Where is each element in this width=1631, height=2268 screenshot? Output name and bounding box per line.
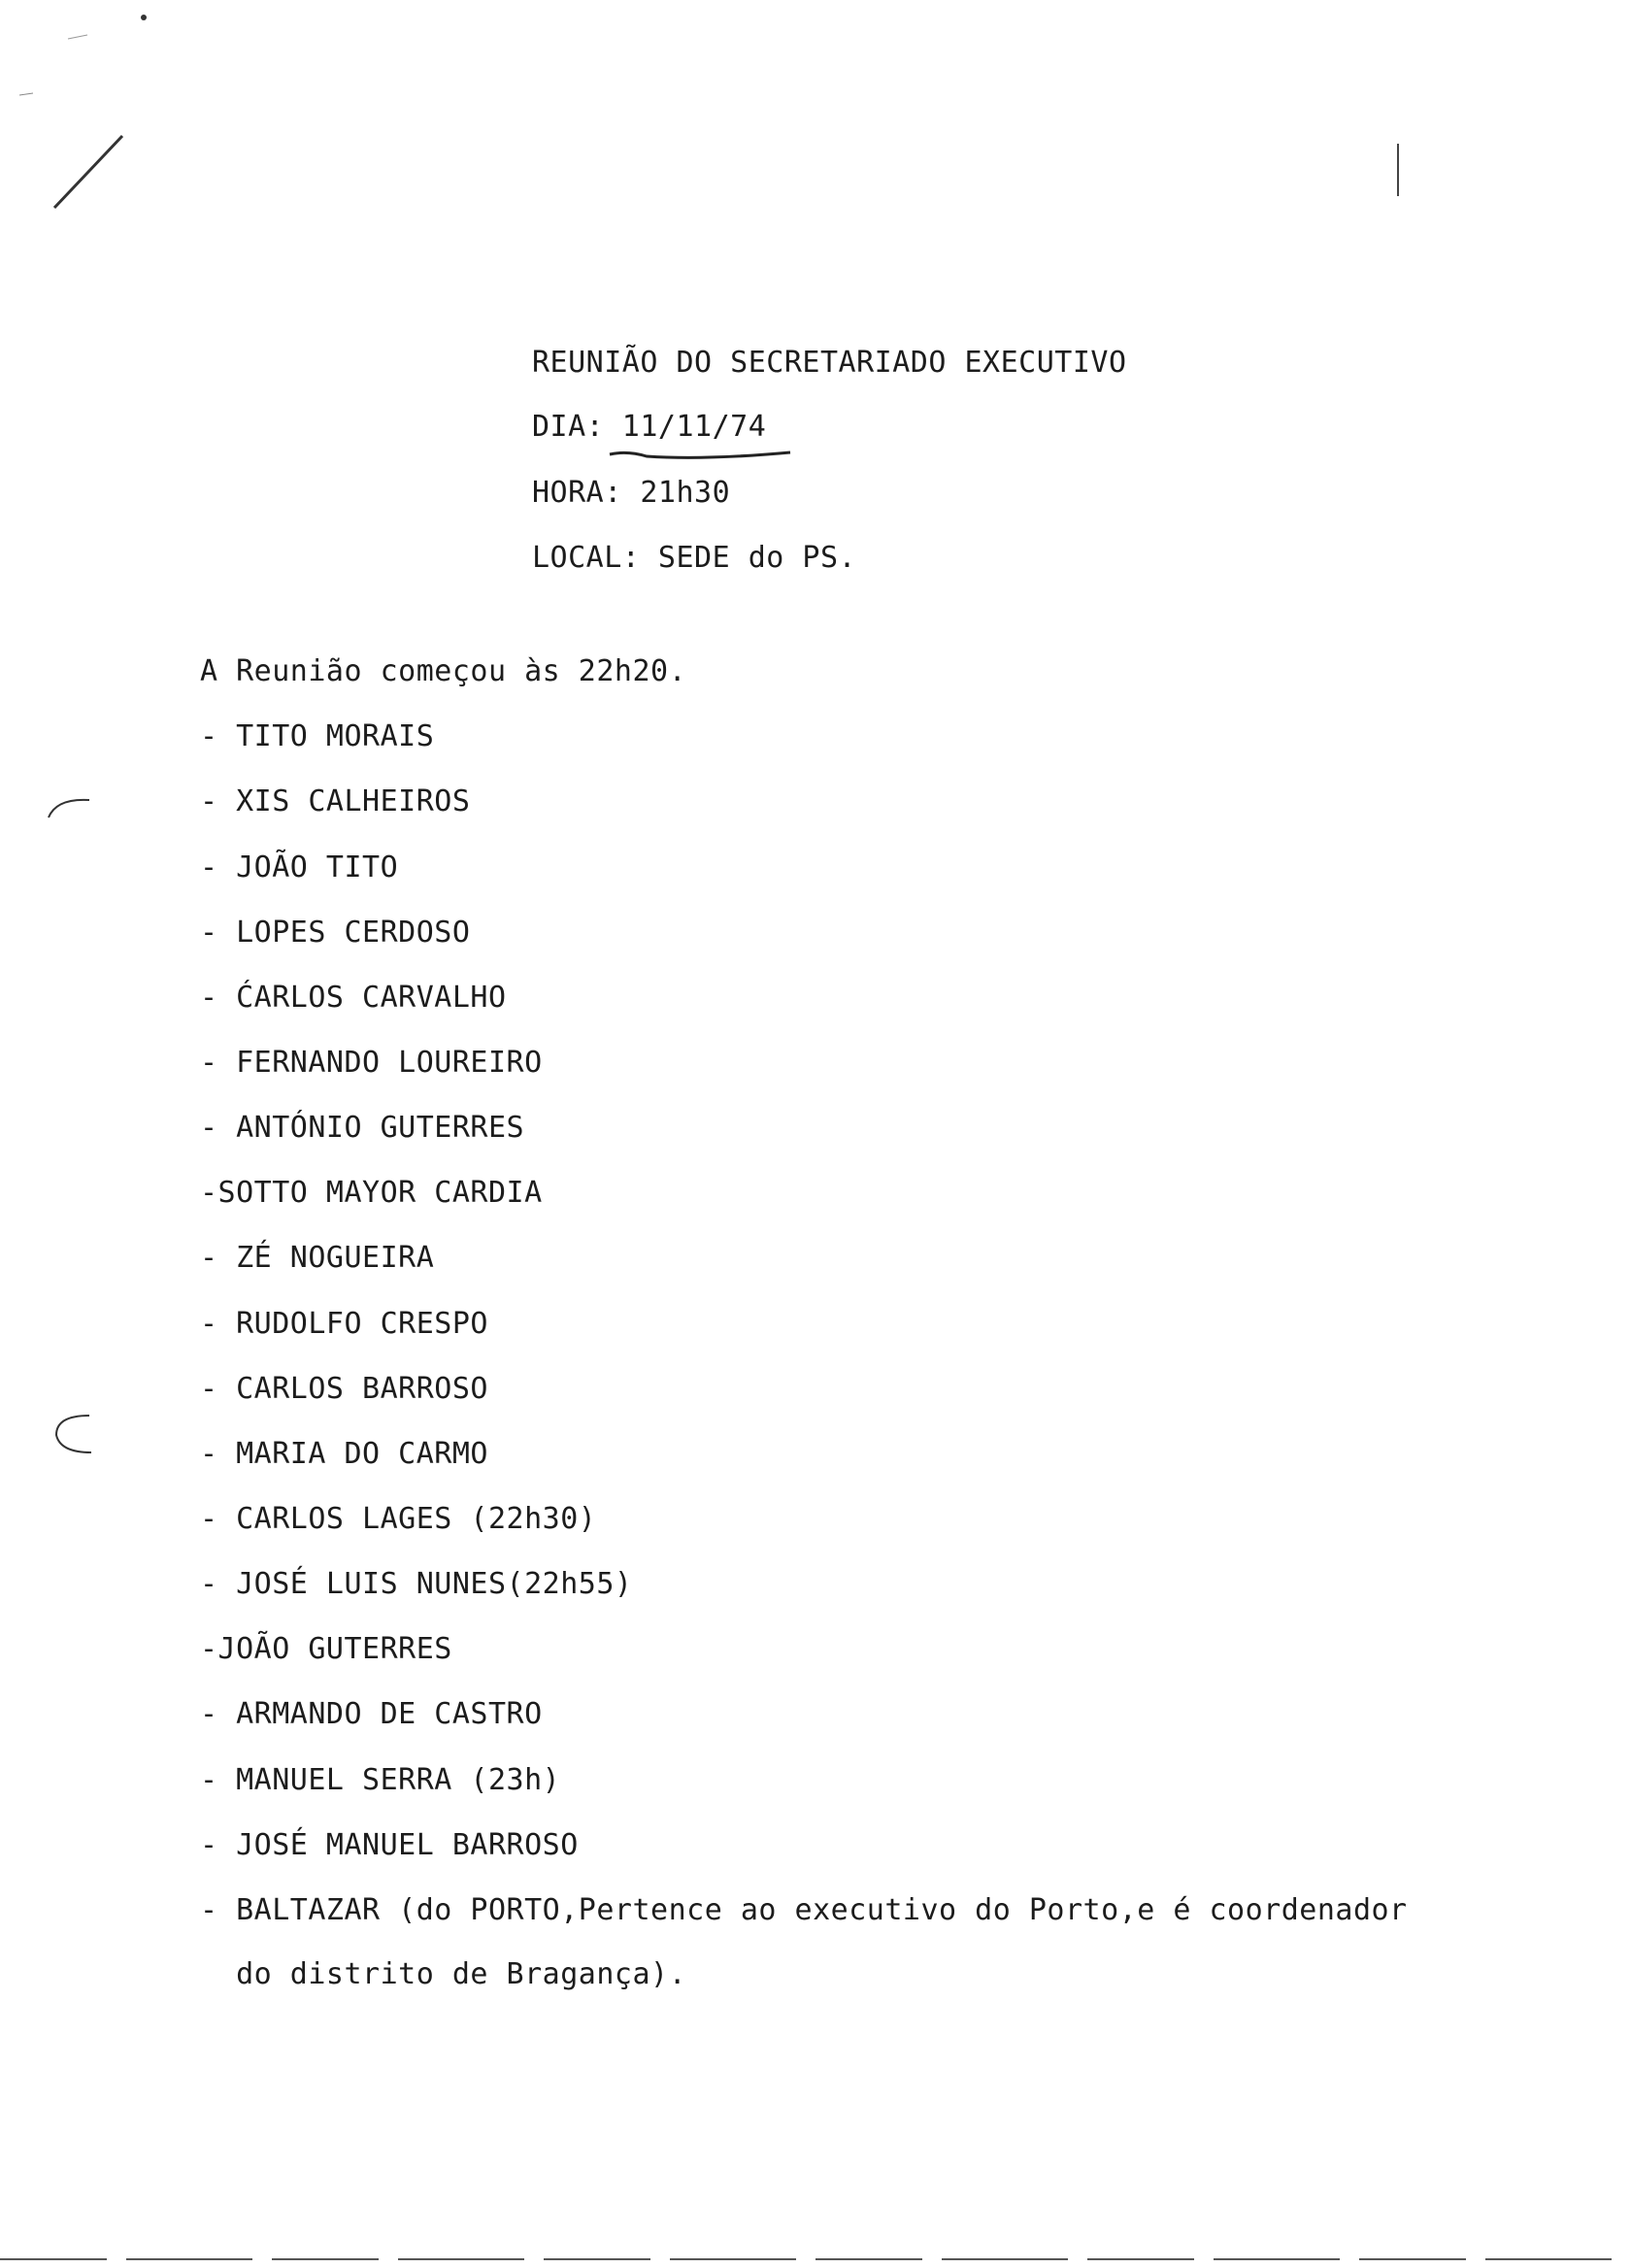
list-item: - CARLOS LAGES (22h30) — [200, 1502, 597, 1536]
date-underline — [608, 449, 792, 462]
list-item: - BALTAZAR (do PORTO,Pertence ao executivo do Porto,e é coordenador — [200, 1893, 1408, 1927]
list-item: - LOPES CERDOSO — [200, 916, 471, 950]
list-item: - JOSÉ MANUEL BARROSO — [200, 1828, 579, 1862]
list-item: - FERNANDO LOUREIRO — [200, 1046, 543, 1080]
meeting-day: DIA: 11/11/74 — [532, 410, 767, 444]
list-item: - ZÉ NOGUEIRA — [200, 1241, 435, 1275]
margin-arc-2 — [50, 1410, 95, 1458]
meeting-time: HORA: 21h30 — [532, 476, 731, 510]
list-item: - ARMANDO DE CASTRO — [200, 1697, 543, 1731]
list-item: -SOTTO MAYOR CARDIA — [200, 1176, 543, 1210]
list-item-continuation: do distrito de Bragança). — [200, 1957, 687, 1991]
margin-arc-1 — [47, 792, 95, 821]
list-item: - JOÃO TITO — [200, 850, 399, 884]
meeting-place: LOCAL: SEDE do PS. — [532, 541, 857, 575]
list-item: - ĆARLOS CARVALHO — [200, 981, 507, 1015]
meeting-start-note: A Reunião começou às 22h20. — [200, 654, 687, 688]
list-item: - MANUEL SERRA (23h) — [200, 1763, 561, 1797]
list-item: - ANTÓNIO GUTERRES — [200, 1111, 525, 1145]
meeting-title: REUNIÃO DO SECRETARIADO EXECUTIVO — [532, 346, 1127, 380]
list-item: - RUDOLFO CRESPO — [200, 1307, 488, 1341]
scan-mark-right — [1394, 144, 1404, 202]
scan-mark-top-left — [19, 0, 194, 233]
page-bottom-edge — [0, 2258, 1631, 2260]
list-item: - MARIA DO CARMO — [200, 1437, 488, 1471]
list-item: - TITO MORAIS — [200, 719, 435, 753]
list-item: - CARLOS BARROSO — [200, 1372, 488, 1406]
list-item: - XIS CALHEIROS — [200, 784, 471, 818]
list-item: - JOSÉ LUIS NUNES(22h55) — [200, 1567, 633, 1601]
list-item: -JOÃO GUTERRES — [200, 1632, 452, 1666]
